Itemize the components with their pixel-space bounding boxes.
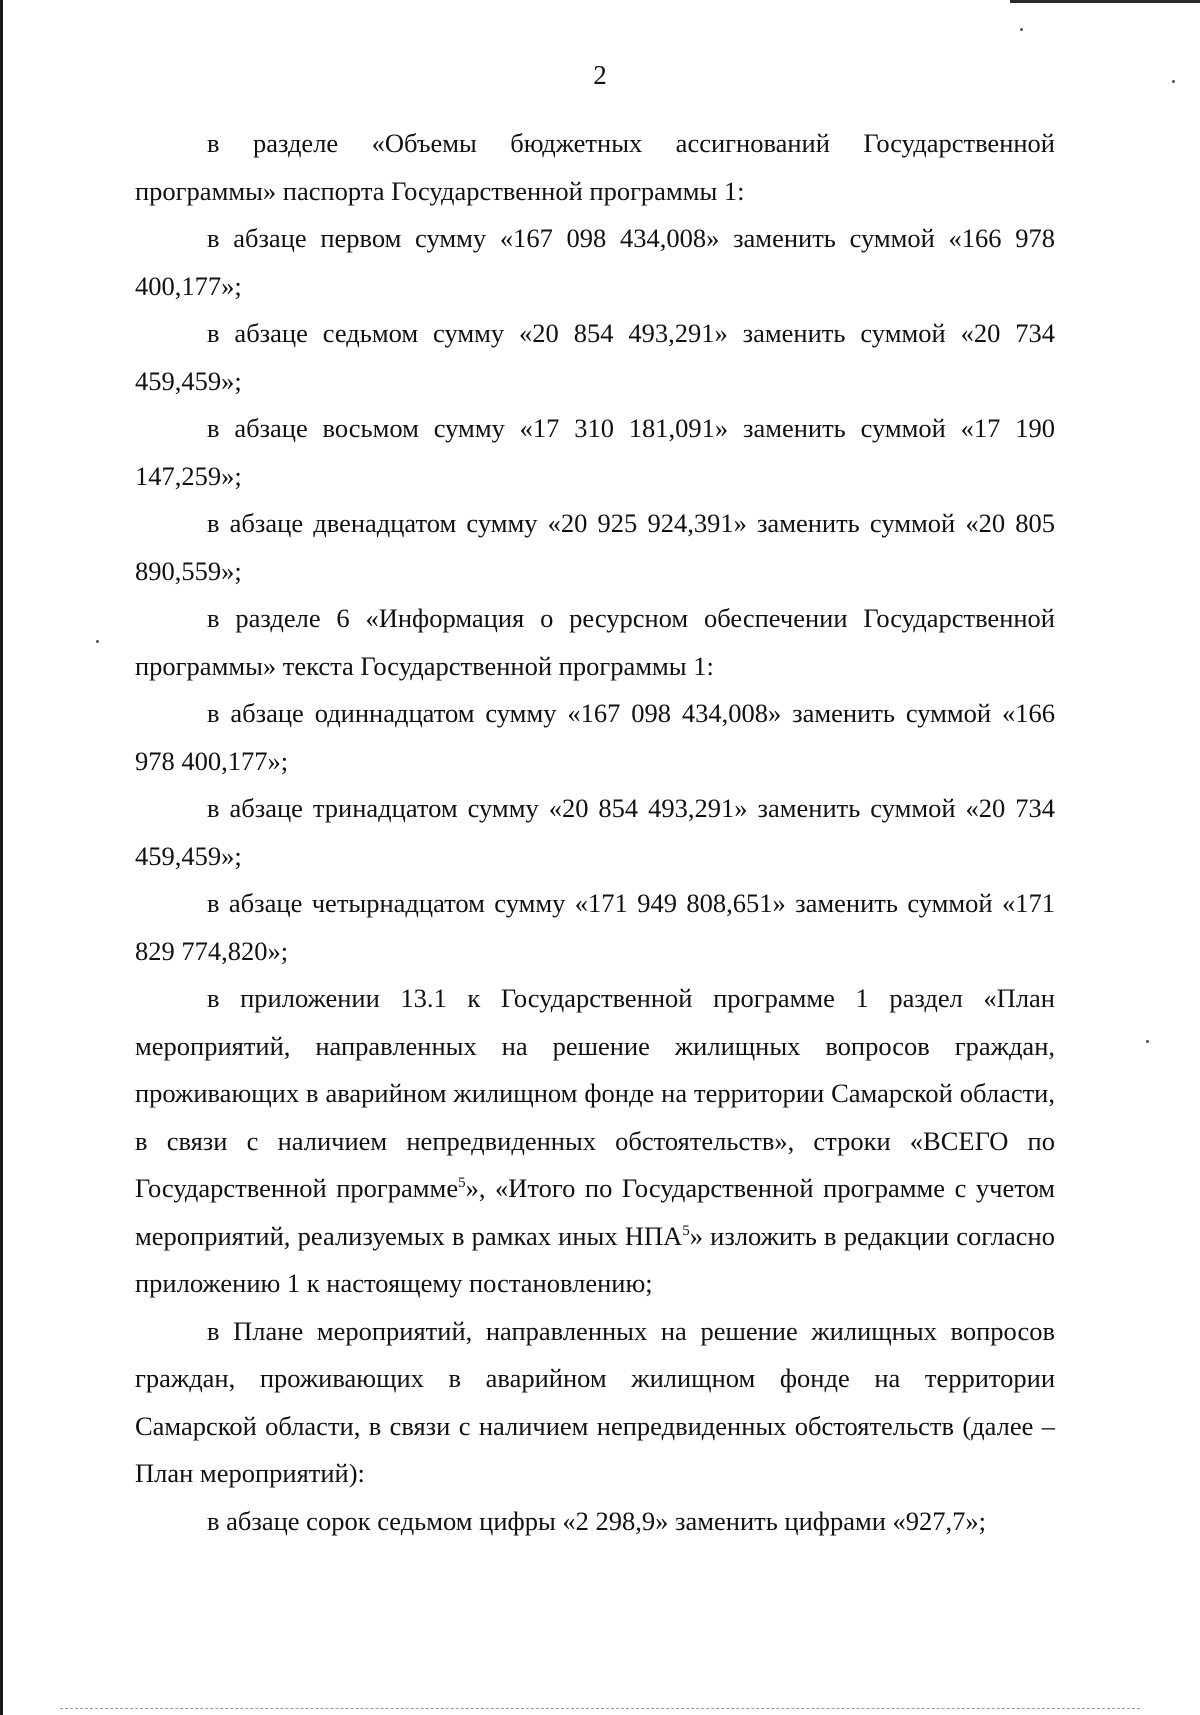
scan-speck [1020, 28, 1023, 31]
paragraph-budget-section: в разделе «Объемы бюджетных ассигнований Государственной программы» паспорта Государственной программы 1: [135, 128, 1055, 206]
paragraph-amendment: в абзаце одиннадцатом сумму «167 098 434,008» заменить суммой «166 978 400,177»; [135, 698, 1055, 776]
paragraph-annex [135, 975, 1055, 1308]
document-body [135, 120, 1055, 1545]
footnote-mark: 5 [458, 1175, 466, 1192]
paragraph-amendment-47: в абзаце сорок седьмом цифры «2 298,9» заменить цифрами «927,7»; [207, 1505, 987, 1536]
scan-bottom-edge [60, 1707, 1140, 1709]
scan-top-edge [1010, 0, 1200, 3]
paragraph-amendment: в абзаце четырнадцатом сумму «171 949 808,651» заменить суммой «171 829 774,820»; [135, 888, 1055, 966]
footnote-mark: 5 [682, 1222, 690, 1239]
paragraph-amendment: в абзаце тринадцатом сумму «20 854 493,291» заменить суммой «20 734 459,459»; [135, 793, 1055, 871]
paragraph-section-6: в разделе 6 «Информация о ресурсном обеспечении Государственной программы» текста Государственной программы 1: [135, 603, 1055, 681]
annex-text-part3: » изложить в редакции согласно приложению 1 к настоящему постановлению; [135, 1220, 1055, 1298]
page-number: 2 [593, 60, 607, 90]
scan-speck [96, 640, 99, 643]
paragraph-amendment: в абзаце первом сумму «167 098 434,008» заменить суммой «166 978 400,177»; [135, 223, 1055, 301]
scan-speck [1146, 1040, 1149, 1043]
paragraph-amendment: в абзаце двенадцатом сумму «20 925 924,391» заменить суммой «20 805 890,559»; [135, 508, 1055, 586]
scan-left-edge [0, 0, 3, 1715]
annex-text-part1: в приложении 13.1 к Государственной программе 1 раздел «План мероприятий, направленных на решение жилищных вопросов граждан, проживающих в аварийном жилищном фонде на территории Самарской области, в связи с наличием непредвиденных обстоятельств», строки «ВСЕГО по Государственной программе [135, 983, 1055, 1203]
paragraph-plan: в Плане мероприятий, направленных на решение жилищных вопросов граждан, проживающих в аварийном жилищном фонде на территории Самарской области, в связи с наличием непредвиденных обстоятельств (далее – План мероприятий): [135, 1315, 1055, 1488]
paragraph-amendment: в абзаце восьмом сумму «17 310 181,091» заменить суммой «17 190 147,259»; [135, 413, 1055, 491]
annex-text-part2: », «Итого по Государственной программе с учетом мероприятий, реализуемых в рамках иных НПА [135, 1173, 1056, 1251]
paragraph-amendment: в абзаце седьмом сумму «20 854 493,291» заменить суммой «20 734 459,459»; [135, 318, 1055, 396]
